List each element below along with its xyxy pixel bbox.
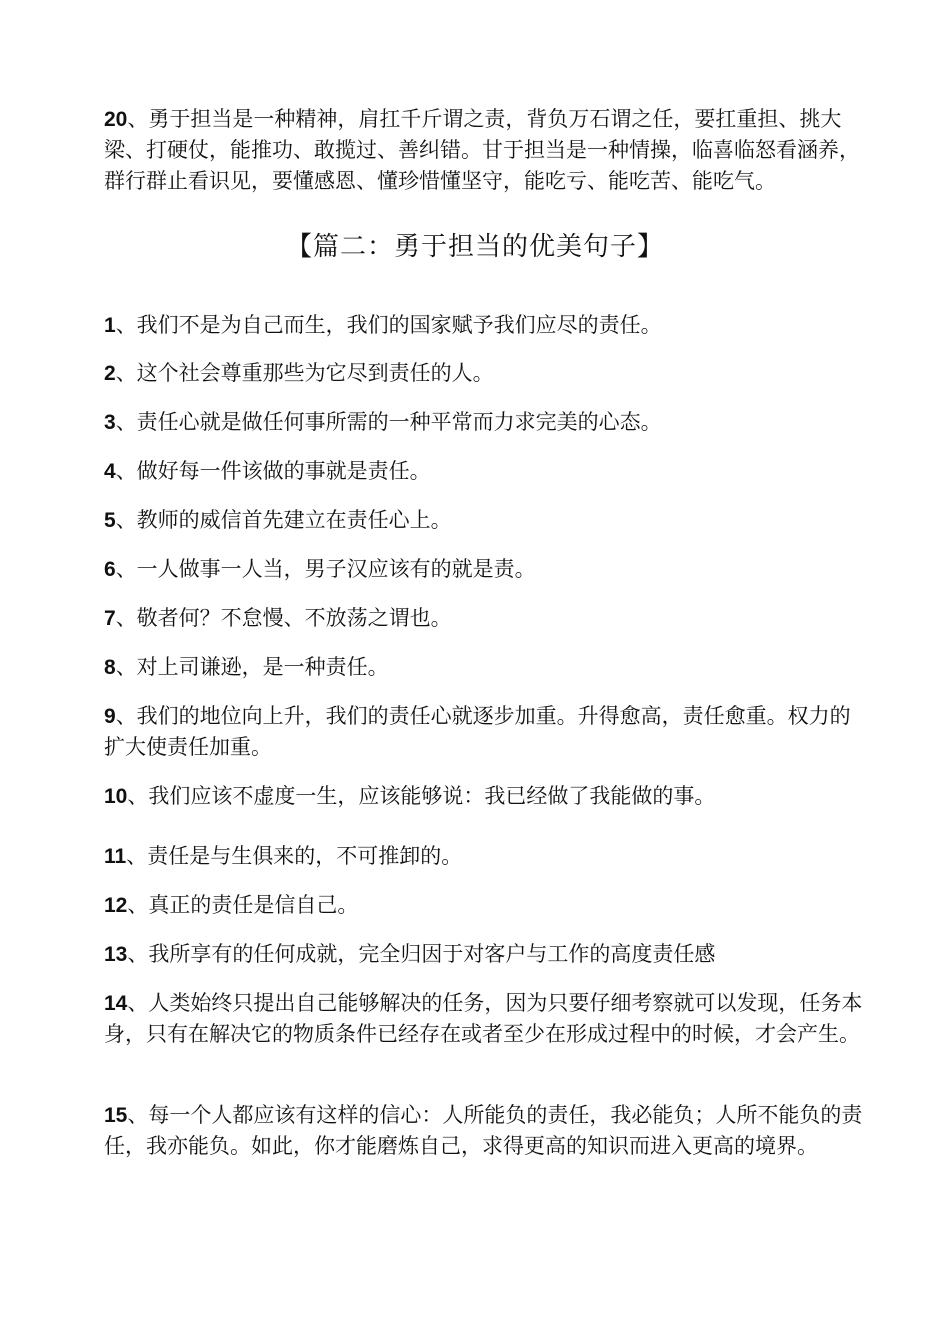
item-text: 、敬者何？不怠慢、不放荡之谓也。 [115, 606, 452, 630]
item-number: 14 [104, 992, 128, 1015]
intro-paragraph [104, 104, 864, 197]
list-item [104, 407, 864, 438]
list-item [104, 554, 864, 585]
item-text: 、做好每一件该做的事就是责任。 [115, 459, 431, 483]
item-number: 10 [104, 785, 128, 808]
list-item [104, 781, 864, 812]
item-number: 15 [104, 1104, 128, 1127]
list-item [104, 652, 864, 683]
item-text: 、我们的地位向上升，我们的责任心就逐步加重。升得愈高，责任愈重。权力的扩大使责任加重。 [104, 704, 851, 759]
item-text: 、责任心就是做任何事所需的一种平常而力求完美的心态。 [115, 410, 662, 434]
item-number: 5 [104, 509, 116, 532]
item-text: 、我们应该不虚度一生，应该能够说：我已经做了我能做的事。 [127, 784, 716, 808]
item-text: 、每一个人都应该有这样的信心：人所能负的责任，我必能负；人所不能负的责任，我亦能负。如此，你才能磨炼自己，求得更高的知识而进入更高的境界。 [104, 1103, 863, 1158]
item-number: 11 [104, 845, 127, 868]
item-text: 、我们不是为自己而生，我们的国家赋予我们应尽的责任。 [115, 313, 662, 337]
item-text: 、人类始终只提出自己能够解决的任务，因为只要仔细考察就可以发现，任务本身，只有在解决它的物质条件已经存在或者至少在形成过程中的时候，才会产生。 [104, 991, 863, 1046]
list-item [104, 358, 864, 389]
item-number: 6 [104, 558, 116, 581]
list-item [104, 890, 864, 921]
item-text: 、真正的责任是信自己。 [127, 893, 359, 917]
item-number: 4 [104, 460, 116, 483]
item-text: 、勇于担当是一种精神，肩扛千斤谓之责，背负万石谓之任，要扛重担、挑大梁、打硬仗，能推功、敢揽过、善纠错。甘于担当是一种情操，临喜临怒看涵养，群行群止看识见，要懂感恩、懂珍惜懂坚守，能吃亏、能吃苦、能吃气。 [104, 107, 860, 193]
list-item [104, 505, 864, 536]
item-number: 20 [104, 108, 128, 131]
item-number: 7 [104, 607, 116, 630]
item-text: 、一人做事一人当，男子汉应该有的就是责。 [115, 557, 536, 581]
item-number: 2 [104, 362, 116, 385]
item-text: 、责任是与生俱来的，不可推卸的。 [126, 844, 463, 868]
list-item [104, 841, 864, 872]
item-number: 3 [104, 411, 116, 434]
list-item [104, 939, 864, 970]
item-text: 、这个社会尊重那些为它尽到责任的人。 [115, 361, 494, 385]
list-item [104, 701, 864, 763]
list-item [104, 988, 864, 1050]
item-number: 8 [104, 656, 116, 679]
item-text: 、我所享有的任何成就，完全归因于对客户与工作的高度责任感 [127, 942, 716, 966]
item-number: 9 [104, 705, 116, 728]
item-number: 13 [104, 943, 128, 966]
item-number: 1 [104, 314, 116, 337]
list-item [104, 456, 864, 487]
item-text: 、对上司谦逊，是一种责任。 [115, 655, 389, 679]
list-item [104, 310, 864, 341]
section-title: 【篇二：勇于担当的优美句子】 [285, 232, 664, 262]
list-item [104, 603, 864, 634]
item-text: 、教师的威信首先建立在责任心上。 [115, 508, 452, 532]
item-number: 12 [104, 894, 128, 917]
list-item [104, 1100, 864, 1162]
